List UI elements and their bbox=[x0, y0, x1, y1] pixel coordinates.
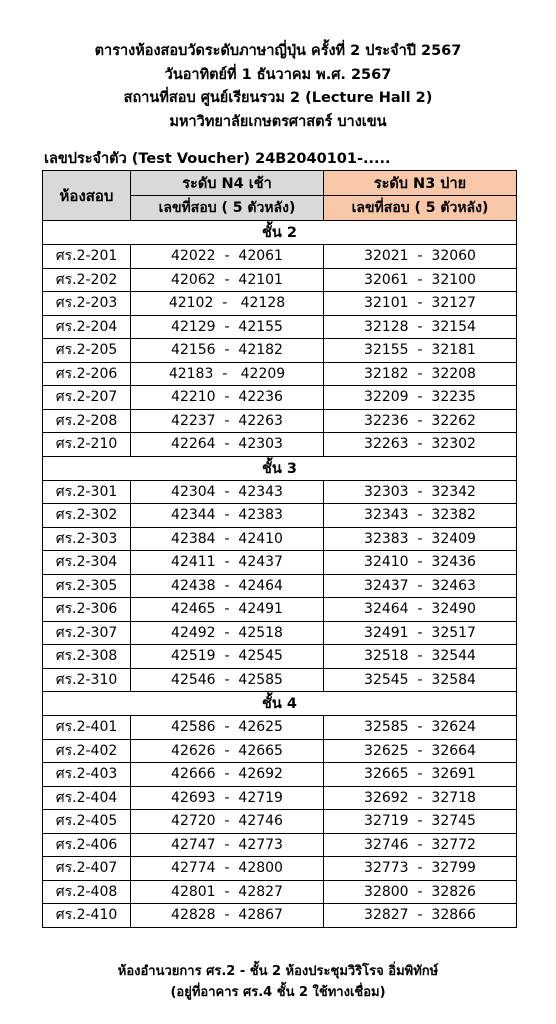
room-cell: ศร.2-402 bbox=[43, 739, 131, 763]
n3-range-cell: 32155 - 32181 bbox=[324, 339, 517, 363]
room-cell: ศร.2-201 bbox=[43, 245, 131, 269]
room-cell: ศร.2-205 bbox=[43, 339, 131, 363]
table-row bbox=[43, 409, 517, 433]
n3-range-cell: 32585 - 32624 bbox=[324, 716, 517, 740]
n4-range-cell: 42264 - 42303 bbox=[131, 433, 324, 457]
n4-range-cell: 42828 - 42867 bbox=[131, 904, 324, 928]
room-cell: ศร.2-306 bbox=[43, 598, 131, 622]
n3-range-cell: 32101 - 32127 bbox=[324, 292, 517, 316]
header-title: ตารางห้องสอบวัดระดับภาษาญี่ปุ่น ครั้งที่ 2 ประจำปี 2567 bbox=[94, 43, 462, 59]
room-cell: ศร.2-405 bbox=[43, 810, 131, 834]
n3-range-cell: 32209 - 32235 bbox=[324, 386, 517, 410]
document-header bbox=[0, 40, 556, 134]
table-row bbox=[43, 668, 517, 692]
room-cell: ศร.2-301 bbox=[43, 480, 131, 504]
table-row bbox=[43, 621, 517, 645]
header-date: วันอาทิตย์ที่ 1 ธันวาคม พ.ศ. 2567 bbox=[164, 66, 392, 83]
room-cell: ศร.2-303 bbox=[43, 527, 131, 551]
room-cell: ศร.2-408 bbox=[43, 880, 131, 904]
table-row bbox=[43, 833, 517, 857]
room-cell: ศร.2-401 bbox=[43, 716, 131, 740]
room-cell: ศร.2-403 bbox=[43, 763, 131, 787]
room-cell: ศร.2-404 bbox=[43, 786, 131, 810]
n4-range-cell: 42626 - 42665 bbox=[131, 739, 324, 763]
n4-range-cell: 42465 - 42491 bbox=[131, 598, 324, 622]
floor-row bbox=[43, 692, 517, 716]
n4-range-cell: 42411 - 42437 bbox=[131, 551, 324, 575]
room-cell: ศร.2-207 bbox=[43, 386, 131, 410]
n3-range-cell: 32464 - 32490 bbox=[324, 598, 517, 622]
n3-range-cell: 32303 - 32342 bbox=[324, 480, 517, 504]
n4-range-cell: 42546 - 42585 bbox=[131, 668, 324, 692]
n3-range-cell: 32692 - 32718 bbox=[324, 786, 517, 810]
n4-range-cell: 42062 - 42101 bbox=[131, 268, 324, 292]
room-column-header: ห้องสอบ bbox=[43, 171, 131, 221]
n3-range-cell: 32263 - 32302 bbox=[324, 433, 517, 457]
table-row bbox=[43, 551, 517, 575]
n3-range-cell: 32665 - 32691 bbox=[324, 763, 517, 787]
room-cell: ศร.2-302 bbox=[43, 504, 131, 528]
n3-range-cell: 32410 - 32436 bbox=[324, 551, 517, 575]
n3-range-cell: 32061 - 32100 bbox=[324, 268, 517, 292]
room-cell: ศร.2-208 bbox=[43, 409, 131, 433]
document-footer bbox=[0, 961, 556, 1003]
n4-range-cell: 42183 - 42209 bbox=[131, 362, 324, 386]
table-row bbox=[43, 739, 517, 763]
table-row bbox=[43, 810, 517, 834]
room-cell: ศร.2-308 bbox=[43, 645, 131, 669]
n4-range-cell: 42720 - 42746 bbox=[131, 810, 324, 834]
table-row bbox=[43, 480, 517, 504]
room-cell: ศร.2-305 bbox=[43, 574, 131, 598]
n3-range-cell: 32746 - 32772 bbox=[324, 833, 517, 857]
room-cell: ศร.2-203 bbox=[43, 292, 131, 316]
floor-row bbox=[43, 456, 517, 480]
n4-range-cell: 42210 - 42236 bbox=[131, 386, 324, 410]
table-row bbox=[43, 857, 517, 881]
n3-range-cell: 32545 - 32584 bbox=[324, 668, 517, 692]
footer-location-note: (อยู่ที่อาคาร ศร.4 ชั้น 2 ใช้ทางเชื่อม) bbox=[170, 985, 386, 1000]
table-row bbox=[43, 716, 517, 740]
floor-label: ชั้น 2 bbox=[43, 221, 517, 245]
table-row bbox=[43, 527, 517, 551]
n4-range-cell: 42747 - 42773 bbox=[131, 833, 324, 857]
table-row bbox=[43, 433, 517, 457]
room-cell: ศร.2-407 bbox=[43, 857, 131, 881]
n3-subheader: เลขที่สอบ ( 5 ตัวหลัง) bbox=[324, 196, 517, 221]
header-venue: สถานที่สอบ ศูนย์เรียนรวม 2 (Lecture Hall 2) bbox=[123, 90, 433, 106]
n3-range-cell: 32236 - 32262 bbox=[324, 409, 517, 433]
n3-column-header: ระดับ N3 บ่าย bbox=[324, 171, 517, 196]
table-row bbox=[43, 245, 517, 269]
table-row bbox=[43, 386, 517, 410]
n3-range-cell: 32773 - 32799 bbox=[324, 857, 517, 881]
n4-range-cell: 42237 - 42263 bbox=[131, 409, 324, 433]
room-cell: ศร.2-204 bbox=[43, 315, 131, 339]
table-row bbox=[43, 504, 517, 528]
table-row bbox=[43, 362, 517, 386]
room-cell: ศร.2-206 bbox=[43, 362, 131, 386]
n4-range-cell: 42519 - 42545 bbox=[131, 645, 324, 669]
table-row bbox=[43, 268, 517, 292]
table-row bbox=[43, 598, 517, 622]
n4-range-cell: 42801 - 42827 bbox=[131, 880, 324, 904]
n4-range-cell: 42666 - 42692 bbox=[131, 763, 324, 787]
n3-range-cell: 32827 - 32866 bbox=[324, 904, 517, 928]
n4-column-header: ระดับ N4 เช้า bbox=[131, 171, 324, 196]
table-row bbox=[43, 904, 517, 928]
room-cell: ศร.2-304 bbox=[43, 551, 131, 575]
n4-range-cell: 42304 - 42343 bbox=[131, 480, 324, 504]
table-row bbox=[43, 786, 517, 810]
n4-range-cell: 42129 - 42155 bbox=[131, 315, 324, 339]
header-university: มหาวิทยาลัยเกษตรศาสตร์ บางเขน bbox=[169, 113, 387, 130]
n3-range-cell: 32021 - 32060 bbox=[324, 245, 517, 269]
n4-range-cell: 42774 - 42800 bbox=[131, 857, 324, 881]
n4-range-cell: 42438 - 42464 bbox=[131, 574, 324, 598]
n3-range-cell: 32383 - 32409 bbox=[324, 527, 517, 551]
floor-label: ชั้น 4 bbox=[43, 692, 517, 716]
floor-label: ชั้น 3 bbox=[43, 456, 517, 480]
table-row bbox=[43, 339, 517, 363]
exam-room-table bbox=[42, 170, 517, 928]
n4-range-cell: 42586 - 42625 bbox=[131, 716, 324, 740]
room-cell: ศร.2-210 bbox=[43, 433, 131, 457]
room-cell: ศร.2-406 bbox=[43, 833, 131, 857]
n3-range-cell: 32719 - 32745 bbox=[324, 810, 517, 834]
n3-range-cell: 32518 - 32544 bbox=[324, 645, 517, 669]
n4-range-cell: 42384 - 42410 bbox=[131, 527, 324, 551]
table-row bbox=[43, 574, 517, 598]
test-voucher-label: เลขประจำตัว (Test Voucher) 24B2040101-..... bbox=[44, 151, 391, 167]
n4-range-cell: 42344 - 42383 bbox=[131, 504, 324, 528]
room-cell: ศร.2-410 bbox=[43, 904, 131, 928]
n3-range-cell: 32128 - 32154 bbox=[324, 315, 517, 339]
n4-range-cell: 42102 - 42128 bbox=[131, 292, 324, 316]
n3-range-cell: 32625 - 32664 bbox=[324, 739, 517, 763]
room-cell: ศร.2-202 bbox=[43, 268, 131, 292]
table-row bbox=[43, 645, 517, 669]
room-cell: ศร.2-310 bbox=[43, 668, 131, 692]
n4-range-cell: 42693 - 42719 bbox=[131, 786, 324, 810]
table-row bbox=[43, 292, 517, 316]
n4-range-cell: 42156 - 42182 bbox=[131, 339, 324, 363]
table-body bbox=[43, 221, 517, 928]
n4-range-cell: 42022 - 42061 bbox=[131, 245, 324, 269]
n4-subheader: เลขที่สอบ ( 5 ตัวหลัง) bbox=[131, 196, 324, 221]
n3-range-cell: 32800 - 32826 bbox=[324, 880, 517, 904]
floor-row bbox=[43, 221, 517, 245]
room-cell: ศร.2-307 bbox=[43, 621, 131, 645]
n3-range-cell: 32491 - 32517 bbox=[324, 621, 517, 645]
n3-range-cell: 32182 - 32208 bbox=[324, 362, 517, 386]
footer-control-room: ห้องอำนวยการ ศร.2 - ชั้น 2 ห้องประชุมวิริโรจ อิ่มพิทักษ์ bbox=[117, 964, 439, 979]
table-row bbox=[43, 315, 517, 339]
table-header bbox=[43, 171, 517, 221]
n4-range-cell: 42492 - 42518 bbox=[131, 621, 324, 645]
table-row bbox=[43, 880, 517, 904]
n3-range-cell: 32437 - 32463 bbox=[324, 574, 517, 598]
n3-range-cell: 32343 - 32382 bbox=[324, 504, 517, 528]
table-row bbox=[43, 763, 517, 787]
